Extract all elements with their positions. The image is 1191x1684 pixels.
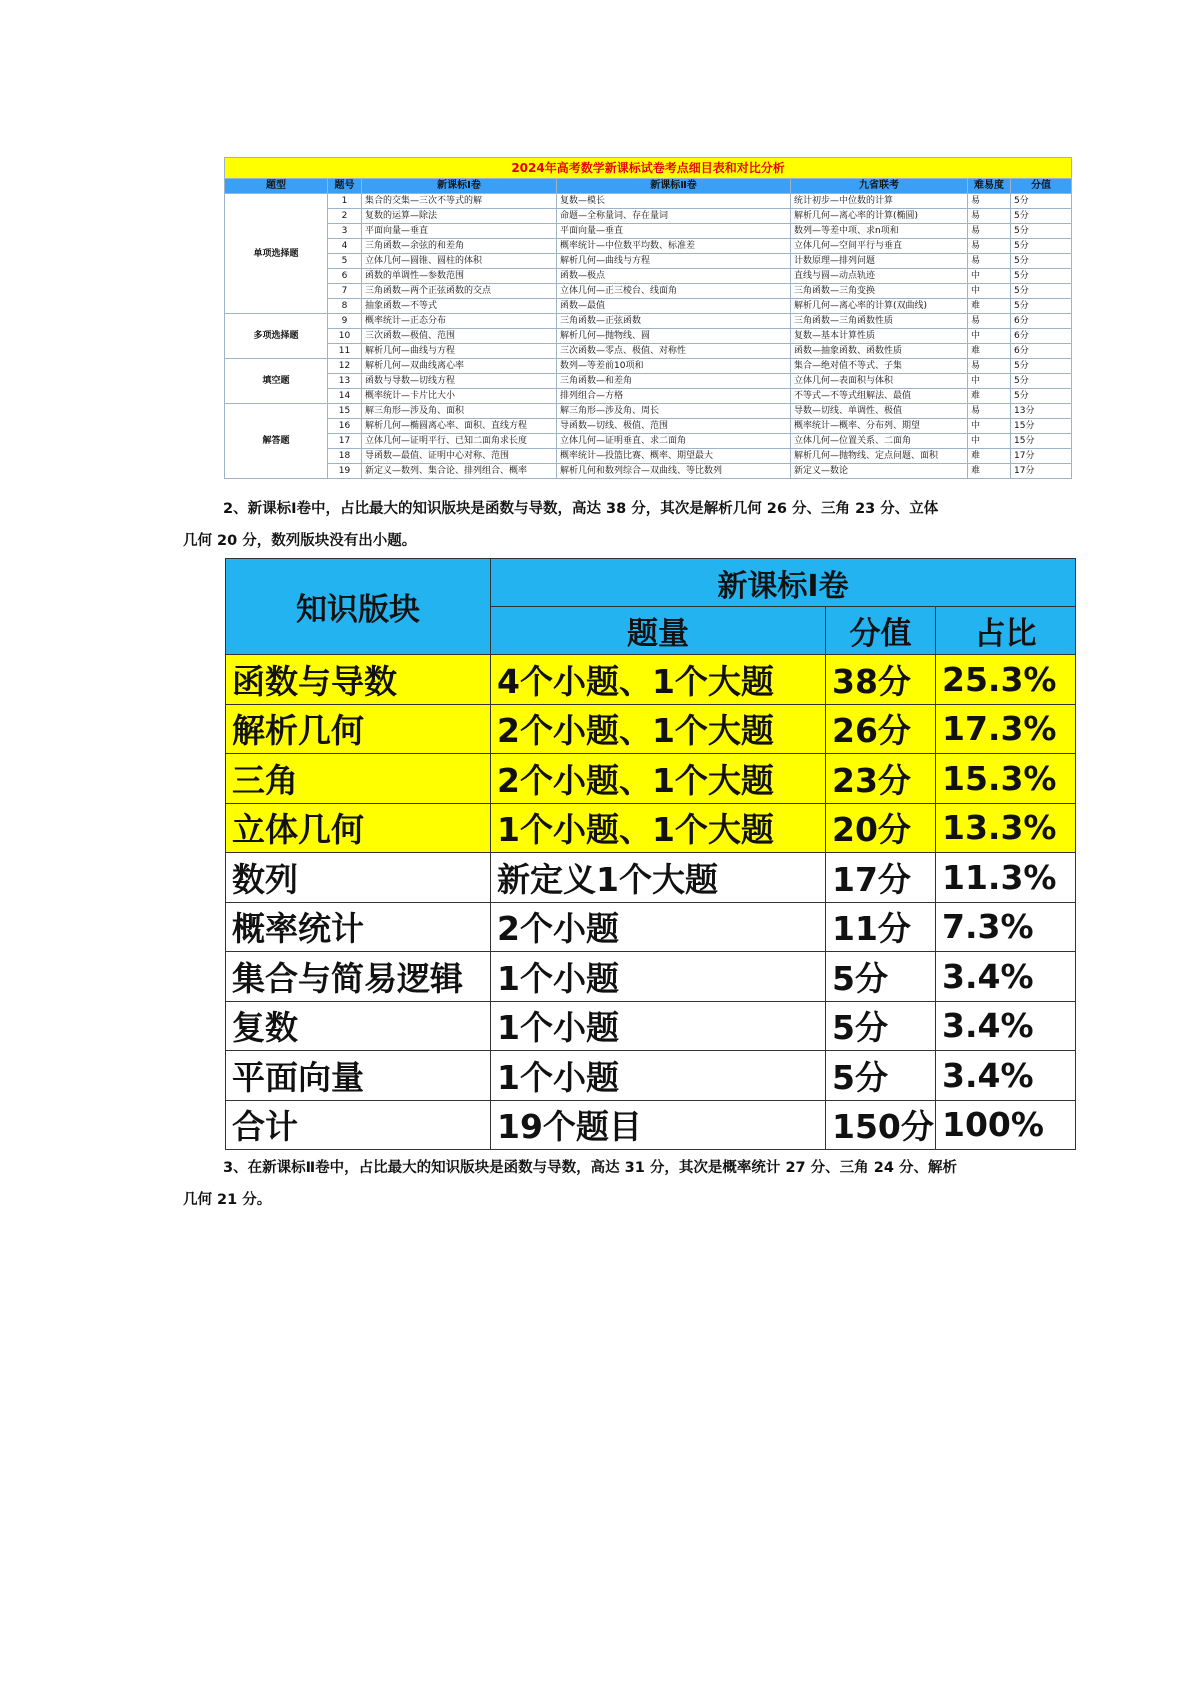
- question-type-cell: 多项选择题: [225, 314, 328, 359]
- difficulty-cell: 难: [968, 464, 1011, 479]
- table1-row: [225, 314, 1072, 329]
- table1-row: [225, 389, 1072, 404]
- score-cell: 5分: [1011, 239, 1072, 254]
- score-cell: 5分: [1011, 209, 1072, 224]
- table1-row: [225, 464, 1072, 479]
- score-cell: 5分: [826, 952, 936, 1002]
- joint-exam-topic-cell: 三角函数—三角函数性质: [791, 314, 968, 329]
- paper1-topic-cell: 抽象函数—不等式: [362, 299, 557, 314]
- paper2-topic-cell: 三次函数—零点、极值、对称性: [557, 344, 791, 359]
- difficulty-cell: 易: [968, 254, 1011, 269]
- joint-exam-topic-cell: 解析几何—抛物线、定点问题、面积: [791, 449, 968, 464]
- table1-row: [225, 209, 1072, 224]
- table2-body: [226, 655, 1076, 1150]
- joint-exam-topic-cell: 复数—基本计算性质: [791, 329, 968, 344]
- knowledge-name-cell: 概率统计: [226, 902, 491, 952]
- knowledge-row: [226, 1051, 1076, 1101]
- knowledge-name-cell: 数列: [226, 853, 491, 903]
- joint-exam-topic-cell: 立体几何—表面积与体积: [791, 374, 968, 389]
- score-cell: 5分: [1011, 299, 1072, 314]
- difficulty-cell: 难: [968, 389, 1011, 404]
- joint-exam-topic-cell: 三角函数—三角变换: [791, 284, 968, 299]
- paragraph-line: 几何 21 分。: [183, 1192, 272, 1208]
- question-number-cell: 18: [328, 449, 362, 464]
- paper2-topic-cell: 解析几何—抛物线、圆: [557, 329, 791, 344]
- paragraph-line: 3、在新课标Ⅱ卷中，占比最大的知识版块是函数与导数，高达 31 分，其次是概率统计 27 分、三角 24 分、解析: [223, 1160, 957, 1176]
- paper2-topic-cell: 命题—全称量词、存在量词: [557, 209, 791, 224]
- knowledge-row: [226, 754, 1076, 804]
- question-number-cell: 1: [328, 194, 362, 209]
- paper1-topic-cell: 函数与导数—切线方程: [362, 374, 557, 389]
- paper1-topic-cell: 解三角形—涉及角、面积: [362, 404, 557, 419]
- question-count-cell: 19个题目: [491, 1100, 826, 1150]
- question-number-cell: 12: [328, 359, 362, 374]
- ratio-cell: 3.4%: [936, 952, 1076, 1002]
- question-number-cell: 5: [328, 254, 362, 269]
- table1-row: [225, 449, 1072, 464]
- analysis-paragraph-1: [183, 493, 1023, 557]
- score-cell: 15分: [1011, 419, 1072, 434]
- question-count-cell: 2个小题、1个大题: [491, 754, 826, 804]
- ratio-column-header: 占比: [936, 607, 1076, 655]
- count-column-header: 题量: [491, 607, 826, 655]
- difficulty-cell: 难: [968, 299, 1011, 314]
- question-number-cell: 2: [328, 209, 362, 224]
- table1-row: [225, 269, 1072, 284]
- paper2-topic-cell: 排列组合—方格: [557, 389, 791, 404]
- difficulty-cell: 易: [968, 194, 1011, 209]
- paper1-topic-cell: 三角函数—余弦的和差角: [362, 239, 557, 254]
- table1-header-cell: 题号: [328, 179, 362, 194]
- joint-exam-topic-cell: 不等式—不等式组解法、最值: [791, 389, 968, 404]
- table1-row: [225, 359, 1072, 374]
- question-number-cell: 10: [328, 329, 362, 344]
- score-cell: 5分: [1011, 374, 1072, 389]
- table1-row: [225, 254, 1072, 269]
- paper1-topic-cell: 解析几何—椭圆离心率、面积、直线方程: [362, 419, 557, 434]
- paper1-topic-cell: 解析几何—曲线与方程: [362, 344, 557, 359]
- score-cell: 5分: [1011, 194, 1072, 209]
- paper2-topic-cell: 概率统计—中位数平均数、标准差: [557, 239, 791, 254]
- difficulty-cell: 中: [968, 434, 1011, 449]
- knowledge-name-cell: 三角: [226, 754, 491, 804]
- score-cell: 5分: [1011, 224, 1072, 239]
- paper2-topic-cell: 解三角形—涉及角、周长: [557, 404, 791, 419]
- difficulty-cell: 难: [968, 344, 1011, 359]
- ratio-cell: 7.3%: [936, 902, 1076, 952]
- paper1-topic-cell: 立体几何—圆锥、圆柱的体积: [362, 254, 557, 269]
- difficulty-cell: 中: [968, 269, 1011, 284]
- paper2-topic-cell: 三角函数—正弦函数: [557, 314, 791, 329]
- exam-breakdown-table: [224, 157, 1072, 479]
- table1-row: [225, 434, 1072, 449]
- score-cell: 20分: [826, 803, 936, 853]
- question-number-cell: 14: [328, 389, 362, 404]
- question-count-cell: 4个小题、1个大题: [491, 655, 826, 705]
- difficulty-cell: 易: [968, 224, 1011, 239]
- table1-header-cell: 九省联考: [791, 179, 968, 194]
- ratio-cell: 3.4%: [936, 1001, 1076, 1051]
- table1-row: [225, 299, 1072, 314]
- question-number-cell: 11: [328, 344, 362, 359]
- difficulty-cell: 中: [968, 374, 1011, 389]
- table1-row: [225, 224, 1072, 239]
- difficulty-cell: 易: [968, 314, 1011, 329]
- table1-header-cell: 新课标Ⅰ卷: [362, 179, 557, 194]
- paper2-topic-cell: 解析几何和数列综合—双曲线、等比数列: [557, 464, 791, 479]
- difficulty-cell: 中: [968, 419, 1011, 434]
- ratio-cell: 25.3%: [936, 655, 1076, 705]
- joint-exam-topic-cell: 立体几何—空间平行与垂直: [791, 239, 968, 254]
- difficulty-cell: 易: [968, 239, 1011, 254]
- score-cell: 5分: [826, 1051, 936, 1101]
- knowledge-name-cell: 函数与导数: [226, 655, 491, 705]
- difficulty-cell: 中: [968, 284, 1011, 299]
- score-cell: 15分: [1011, 434, 1072, 449]
- joint-exam-topic-cell: 解析几何—离心率的计算(椭圆): [791, 209, 968, 224]
- difficulty-cell: 中: [968, 329, 1011, 344]
- knowledge-column-header: 知识版块: [226, 559, 491, 655]
- difficulty-cell: 易: [968, 359, 1011, 374]
- question-count-cell: 1个小题: [491, 1001, 826, 1051]
- knowledge-row: [226, 902, 1076, 952]
- question-number-cell: 6: [328, 269, 362, 284]
- table1-row: [225, 239, 1072, 254]
- question-count-cell: 新定义1个大题: [491, 853, 826, 903]
- ratio-cell: 15.3%: [936, 754, 1076, 804]
- knowledge-row: [226, 704, 1076, 754]
- knowledge-name-cell: 解析几何: [226, 704, 491, 754]
- question-number-cell: 8: [328, 299, 362, 314]
- question-number-cell: 7: [328, 284, 362, 299]
- paper2-topic-cell: 数列—等差前10项和: [557, 359, 791, 374]
- joint-exam-topic-cell: 导数—切线、单调性、极值: [791, 404, 968, 419]
- joint-exam-topic-cell: 立体几何—位置关系、二面角: [791, 434, 968, 449]
- score-column-header: 分值: [826, 607, 936, 655]
- table1-row: [225, 194, 1072, 209]
- knowledge-name-cell: 平面向量: [226, 1051, 491, 1101]
- table1-row: [225, 374, 1072, 389]
- paper1-topic-cell: 导函数—最值、证明中心对称、范围: [362, 449, 557, 464]
- joint-exam-topic-cell: 解析几何—离心率的计算(双曲线): [791, 299, 968, 314]
- question-type-cell: 解答题: [225, 404, 328, 479]
- table1-title: 2024年高考数学新课标试卷考点细目表和对比分析: [225, 158, 1072, 179]
- knowledge-row: [226, 952, 1076, 1002]
- difficulty-cell: 难: [968, 449, 1011, 464]
- score-cell: 5分: [826, 1001, 936, 1051]
- knowledge-name-cell: 复数: [226, 1001, 491, 1051]
- question-count-cell: 2个小题、1个大题: [491, 704, 826, 754]
- question-number-cell: 9: [328, 314, 362, 329]
- score-cell: 17分: [1011, 464, 1072, 479]
- knowledge-row: [226, 1100, 1076, 1150]
- knowledge-row: [226, 803, 1076, 853]
- paper2-topic-cell: 导函数—切线、极值、范围: [557, 419, 791, 434]
- joint-exam-topic-cell: 函数—抽象函数、函数性质: [791, 344, 968, 359]
- table1-row: [225, 344, 1072, 359]
- ratio-cell: 13.3%: [936, 803, 1076, 853]
- table1-row: [225, 329, 1072, 344]
- question-count-cell: 1个小题、1个大题: [491, 803, 826, 853]
- paragraph-line: 2、新课标Ⅰ卷中，占比最大的知识版块是函数与导数，高达 38 分，其次是解析几何 26 分、三角 23 分、立体: [223, 501, 939, 517]
- score-cell: 23分: [826, 754, 936, 804]
- score-cell: 5分: [1011, 389, 1072, 404]
- paper1-topic-cell: 集合的交集—三次不等式的解: [362, 194, 557, 209]
- paper2-topic-cell: 平面向量—垂直: [557, 224, 791, 239]
- table1-header-cell: 难易度: [968, 179, 1011, 194]
- paper1-topic-cell: 函数的单调性—参数范围: [362, 269, 557, 284]
- table1-header-cell: 新课标Ⅱ卷: [557, 179, 791, 194]
- question-number-cell: 16: [328, 419, 362, 434]
- knowledge-row: [226, 655, 1076, 705]
- question-count-cell: 2个小题: [491, 902, 826, 952]
- ratio-cell: 17.3%: [936, 704, 1076, 754]
- paper2-topic-cell: 复数—模长: [557, 194, 791, 209]
- ratio-cell: 11.3%: [936, 853, 1076, 903]
- knowledge-row: [226, 853, 1076, 903]
- ratio-cell: 3.4%: [936, 1051, 1076, 1101]
- question-number-cell: 4: [328, 239, 362, 254]
- score-cell: 5分: [1011, 284, 1072, 299]
- score-cell: 38分: [826, 655, 936, 705]
- paper2-topic-cell: 立体几何—证明垂直、求二面角: [557, 434, 791, 449]
- knowledge-name-cell: 集合与简易逻辑: [226, 952, 491, 1002]
- difficulty-cell: 易: [968, 209, 1011, 224]
- ratio-cell: 100%: [936, 1100, 1076, 1150]
- paper1-topic-cell: 平面向量—垂直: [362, 224, 557, 239]
- question-count-cell: 1个小题: [491, 952, 826, 1002]
- joint-exam-topic-cell: 集合—绝对值不等式、子集: [791, 359, 968, 374]
- question-type-cell: 单项选择题: [225, 194, 328, 314]
- question-type-cell: 填空题: [225, 359, 328, 404]
- joint-exam-topic-cell: 概率统计—概率、分布列、期望: [791, 419, 968, 434]
- score-cell: 13分: [1011, 404, 1072, 419]
- paper1-topic-cell: 解析几何—双曲线离心率: [362, 359, 557, 374]
- paper1-topic-cell: 立体几何—证明平行、已知二面角求长度: [362, 434, 557, 449]
- paper2-topic-cell: 函数—最值: [557, 299, 791, 314]
- joint-exam-topic-cell: 数列—等差中项、求n项和: [791, 224, 968, 239]
- table1-header-cell: 分值: [1011, 179, 1072, 194]
- analysis-paragraph-2: [183, 1152, 1023, 1216]
- score-cell: 150分: [826, 1100, 936, 1150]
- joint-exam-topic-cell: 统计初步—中位数的计算: [791, 194, 968, 209]
- question-number-cell: 13: [328, 374, 362, 389]
- difficulty-cell: 易: [968, 404, 1011, 419]
- joint-exam-topic-cell: 新定义—数论: [791, 464, 968, 479]
- paper1-topic-cell: 三次函数—极值、范围: [362, 329, 557, 344]
- question-number-cell: 19: [328, 464, 362, 479]
- table1-header-cell: 题型: [225, 179, 328, 194]
- score-cell: 17分: [1011, 449, 1072, 464]
- paper2-topic-cell: 概率统计—投篮比赛、概率、期望最大: [557, 449, 791, 464]
- paper2-topic-cell: 函数—极点: [557, 269, 791, 284]
- table1-row: [225, 404, 1072, 419]
- question-number-cell: 15: [328, 404, 362, 419]
- score-cell: 5分: [1011, 269, 1072, 284]
- table1-row: [225, 284, 1072, 299]
- score-cell: 5分: [1011, 359, 1072, 374]
- joint-exam-topic-cell: 直线与圆—动点轨迹: [791, 269, 968, 284]
- score-cell: 6分: [1011, 329, 1072, 344]
- paper2-topic-cell: 三角函数—和差角: [557, 374, 791, 389]
- knowledge-block-table: [225, 558, 1076, 1150]
- paper1-topic-cell: 复数的运算—除法: [362, 209, 557, 224]
- question-number-cell: 17: [328, 434, 362, 449]
- paper1-topic-cell: 新定义—数列、集合论、排列组合、概率: [362, 464, 557, 479]
- knowledge-row: [226, 1001, 1076, 1051]
- paper1-topic-cell: 概率统计—卡片比大小: [362, 389, 557, 404]
- paragraph-line: 几何 20 分，数列版块没有出小题。: [183, 533, 417, 549]
- paper2-topic-cell: 解析几何—曲线与方程: [557, 254, 791, 269]
- score-cell: 6分: [1011, 314, 1072, 329]
- paper1-topic-cell: 概率统计—正态分布: [362, 314, 557, 329]
- knowledge-name-cell: 立体几何: [226, 803, 491, 853]
- knowledge-name-cell: 合计: [226, 1100, 491, 1150]
- score-cell: 11分: [826, 902, 936, 952]
- joint-exam-topic-cell: 计数原理—排列问题: [791, 254, 968, 269]
- score-cell: 6分: [1011, 344, 1072, 359]
- question-count-cell: 1个小题: [491, 1051, 826, 1101]
- paper2-topic-cell: 立体几何—正三棱台、线面角: [557, 284, 791, 299]
- score-cell: 26分: [826, 704, 936, 754]
- question-number-cell: 3: [328, 224, 362, 239]
- exam-group-header: 新课标Ⅰ卷: [491, 559, 1076, 607]
- table1-header-row: [225, 179, 1072, 194]
- paper1-topic-cell: 三角函数—两个正弦函数的交点: [362, 284, 557, 299]
- table1-row: [225, 419, 1072, 434]
- score-cell: 5分: [1011, 254, 1072, 269]
- score-cell: 17分: [826, 853, 936, 903]
- table1-body: [225, 194, 1072, 479]
